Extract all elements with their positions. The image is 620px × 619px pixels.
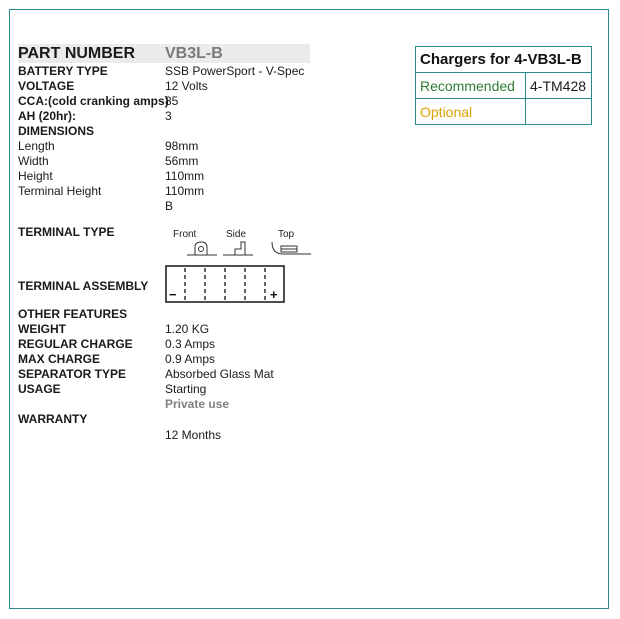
terminal-height-value: 110mm (165, 184, 205, 198)
regular-charge-label: REGULAR CHARGE (18, 337, 133, 351)
chargers-title: Chargers for 4-VB3L-B (416, 47, 592, 73)
separator-type-label: SEPARATOR TYPE (18, 367, 127, 381)
chargers-header-row (416, 47, 592, 73)
voltage-value: 12 Volts (165, 79, 208, 93)
battery-spec-sheet (18, 44, 310, 442)
usage-row (18, 382, 206, 396)
optional-row (416, 99, 592, 125)
terminal-type-label: TERMINAL TYPE (18, 225, 115, 239)
part-number-value: VB3L-B (165, 44, 223, 62)
length-row (18, 139, 198, 153)
cca-row (18, 94, 178, 108)
max-charge-label: MAX CHARGE (18, 352, 101, 366)
terminal-assembly-row (18, 279, 165, 293)
regular-charge-row (18, 337, 215, 351)
front-terminal-icon (187, 242, 217, 255)
height-label: Height (18, 169, 53, 183)
separator-type-value: Absorbed Glass Mat (165, 367, 274, 381)
positive-terminal-sign: + (270, 287, 278, 302)
warranty-label: WARRANTY (18, 412, 88, 426)
ah-row (18, 109, 172, 123)
cca-label: CCA:(cold cranking amps) (18, 94, 169, 108)
cca-value: 85 (165, 94, 179, 108)
max-charge-value: 0.9 Amps (165, 352, 216, 366)
warranty-value: 12 Months (165, 428, 222, 442)
ah-label: AH (20hr): (18, 109, 77, 123)
terminal-assembly-diagram (165, 265, 289, 303)
voltage-row (18, 79, 208, 93)
chargers-table (415, 46, 592, 125)
negative-terminal-sign: − (169, 287, 177, 302)
height-value: 110mm (165, 169, 205, 183)
usage-value: Starting (165, 382, 207, 396)
other-features-row (18, 307, 165, 321)
optional-charger-cell (526, 99, 592, 125)
terminal-type-diagram (165, 228, 311, 268)
optional-label: Optional (416, 99, 526, 125)
recommended-row (416, 73, 592, 99)
ah-value: 3 (165, 109, 172, 123)
weight-row (18, 322, 209, 336)
width-row (18, 154, 198, 168)
side-terminal-icon (223, 242, 253, 255)
usage-sub-row (18, 397, 229, 411)
recommended-label: Recommended (416, 73, 526, 99)
dimensions-row (18, 124, 165, 138)
side-view-label: Side (226, 229, 247, 240)
width-value: 56mm (165, 154, 199, 168)
part-number-row (18, 44, 310, 63)
top-view-label: Top (278, 229, 295, 240)
dimensions-label: DIMENSIONS (18, 124, 95, 138)
length-value: 98mm (165, 139, 199, 153)
max-charge-row (18, 352, 215, 366)
terminal-height-row (18, 184, 204, 198)
battery-type-label: BATTERY TYPE (18, 64, 108, 78)
weight-label: WEIGHT (18, 322, 66, 336)
voltage-label: VOLTAGE (18, 79, 75, 93)
battery-type-row (18, 64, 304, 78)
recommended-charger-link[interactable]: 4-TM428 (526, 73, 592, 99)
cell-dividers (185, 268, 265, 300)
terminal-type-row (18, 225, 165, 239)
terminal-height-label: Terminal Height (18, 184, 102, 198)
height-row (18, 169, 204, 183)
terminal-code-row (18, 199, 173, 213)
front-view-label: Front (173, 229, 197, 240)
usage-label: USAGE (18, 382, 61, 396)
terminal-code-value: B (165, 199, 174, 213)
other-features-label: OTHER FEATURES (18, 307, 128, 321)
battery-type-value: SSB PowerSport - V-Spec (165, 64, 305, 78)
warranty-value-row (18, 428, 221, 442)
usage-sub-value: Private use (165, 397, 230, 411)
part-number-label: PART NUMBER (18, 44, 136, 62)
length-label: Length (18, 139, 55, 153)
width-label: Width (18, 154, 49, 168)
terminal-assembly-label: TERMINAL ASSEMBLY (18, 279, 149, 293)
weight-value: 1.20 KG (165, 322, 210, 336)
separator-type-row (18, 367, 274, 381)
top-terminal-icon (272, 242, 311, 254)
warranty-row (18, 412, 165, 426)
regular-charge-value: 0.3 Amps (165, 337, 216, 351)
